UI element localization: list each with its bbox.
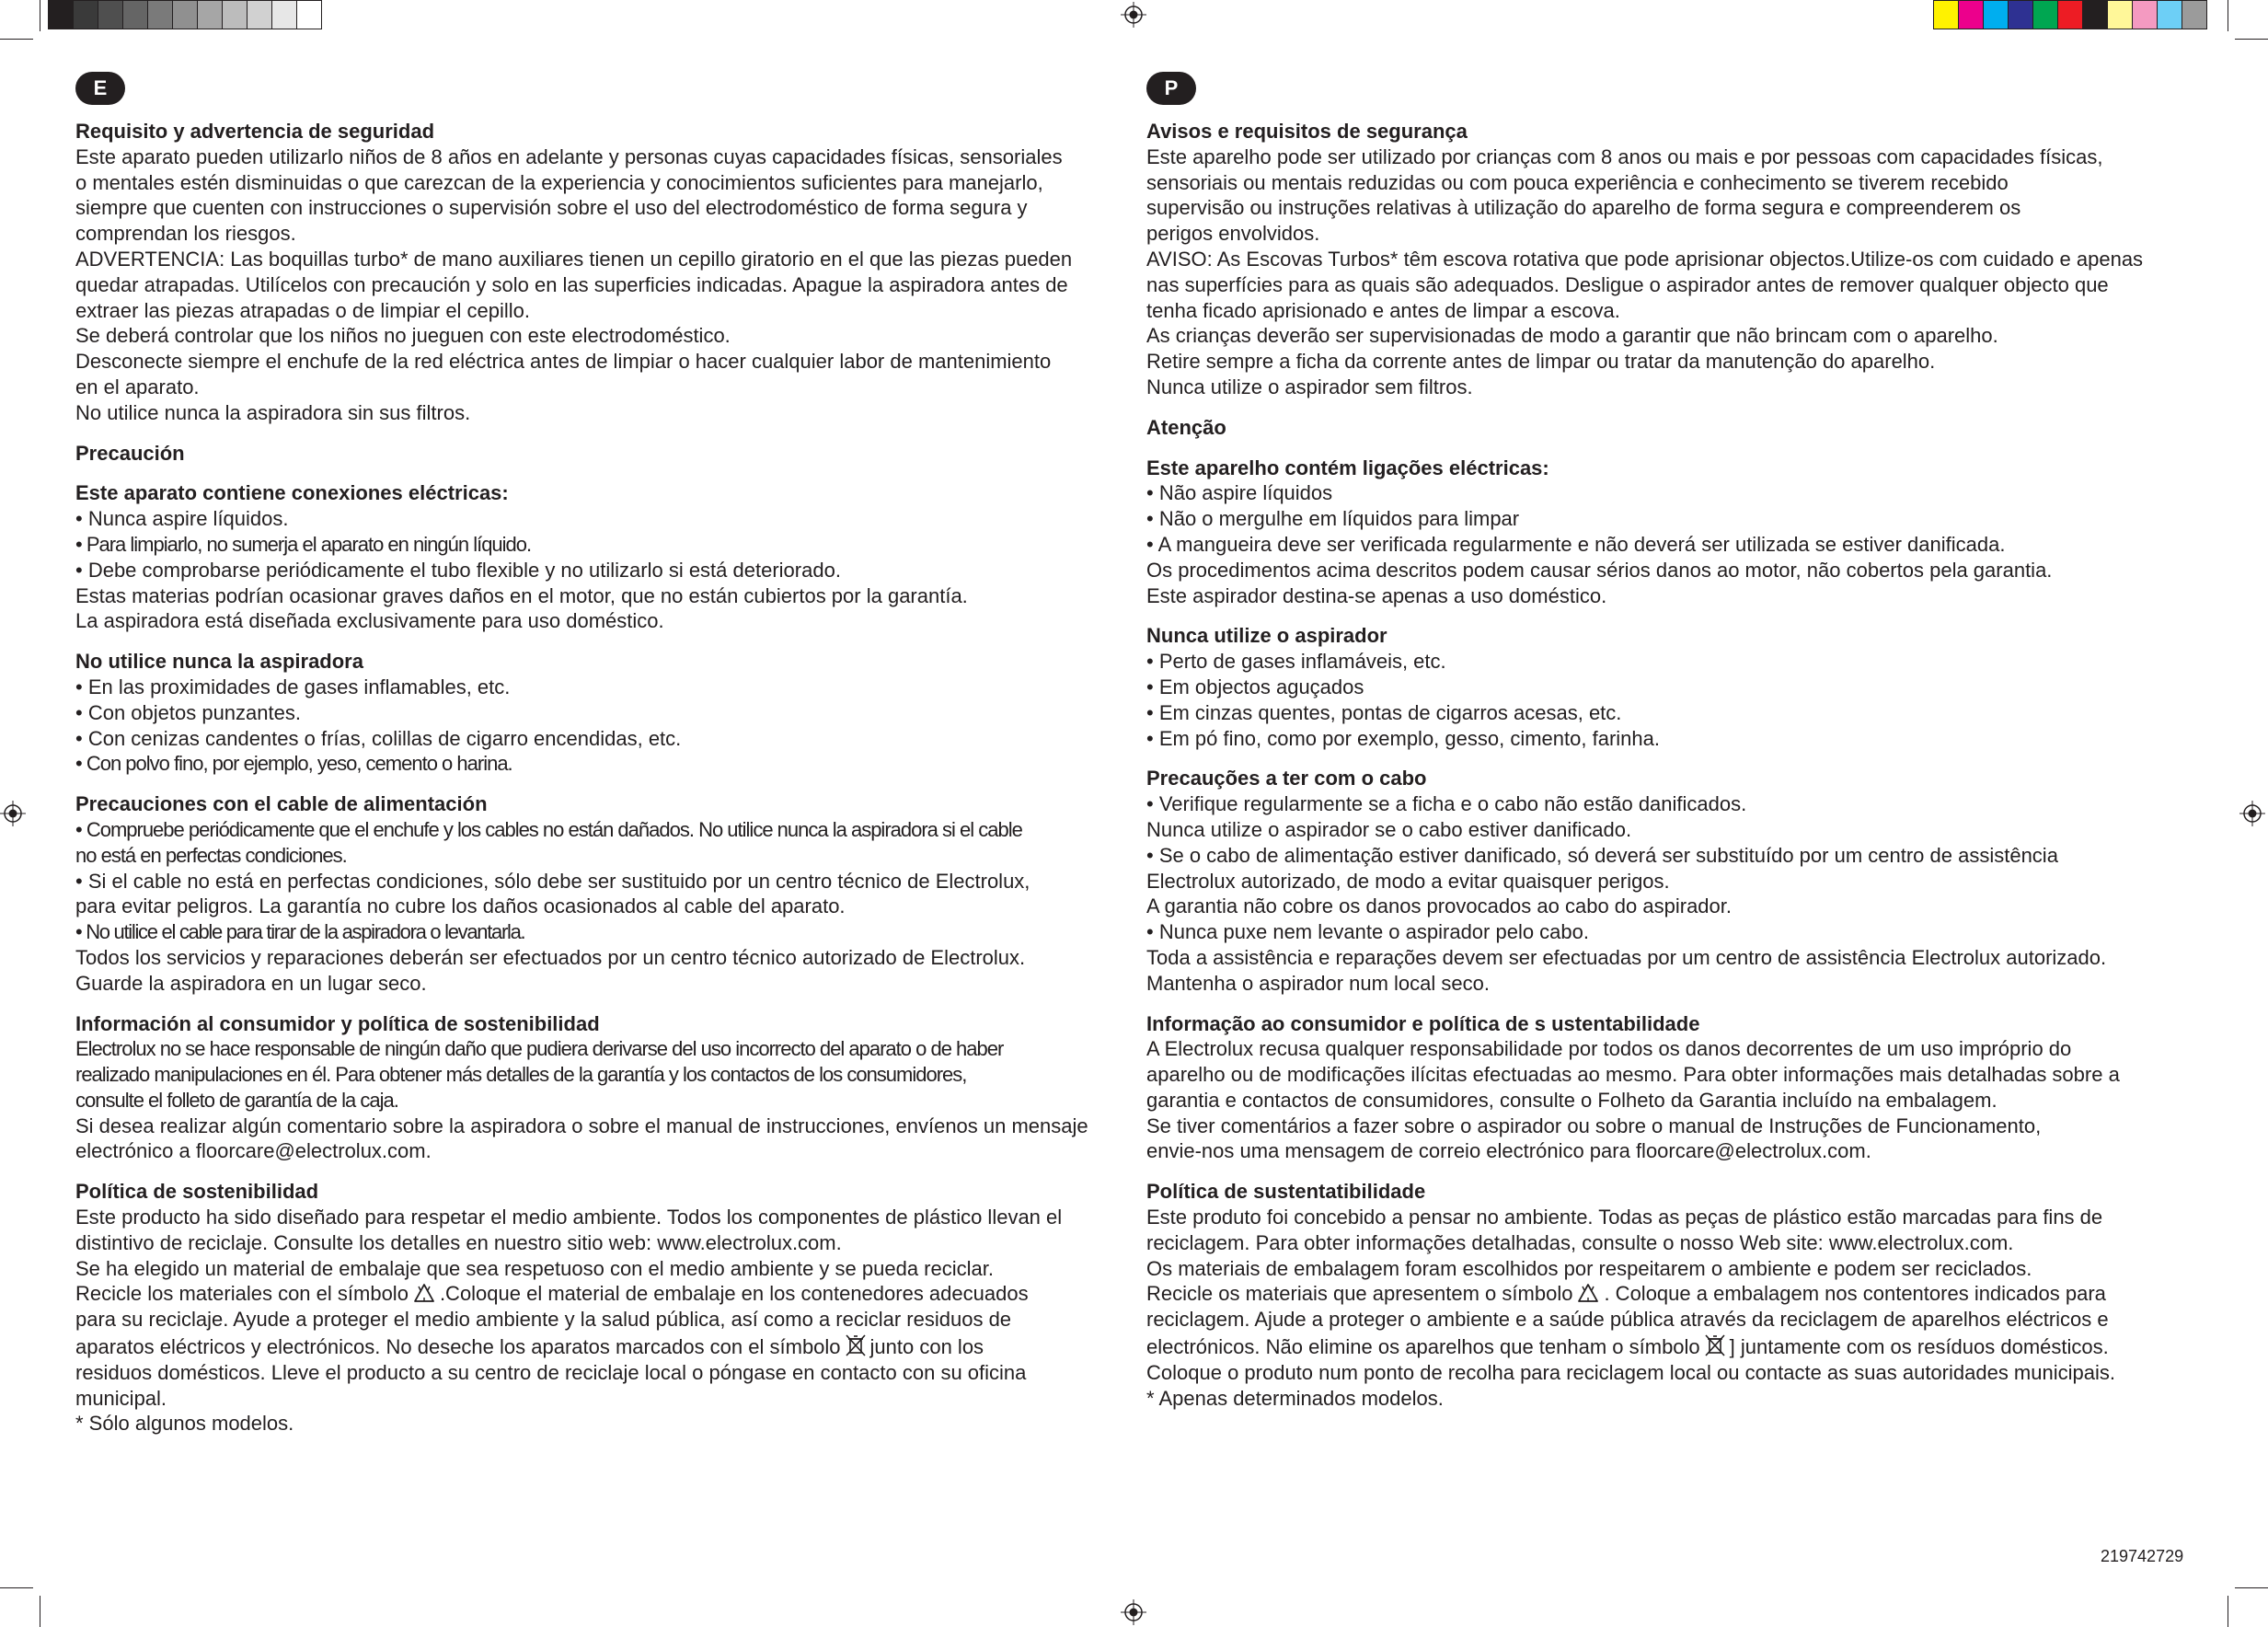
list-item: • A mangueira deve ser verificada regularmente e não deverá ser utilizada se estiver danificada. [1146,532,2006,556]
paragraph-line: A Electrolux recusa qualquer responsabilidade por todos os danos decorrentes de um uso impróprio do [1146,1037,2072,1061]
color-swatch [98,1,123,29]
list-item: • Con cenizas candentes o frías, colillas de cigarro encendidas, etc. [75,726,682,750]
color-swatch [2058,1,2083,29]
section-title: Este aparelho contém ligações eléctricas: [1146,456,1549,479]
color-calibration-bar [1933,0,2207,29]
color-swatch [2108,1,2133,29]
section-title: Este aparato contiene conexiones eléctricas: [75,481,509,505]
never-use-section [1146,623,2195,751]
list-item: • Se o cabo de alimentação estiver danificado, só deverá ser substituído por um centro de assistência [1146,843,2058,867]
color-swatch [2133,1,2158,29]
color-swatch [74,1,98,29]
paragraph-line: tenha ficado aprisionado e antes de limpar a escova. [1146,298,1620,322]
list-item: • Não o mergulhe em líquidos para limpar [1146,507,1520,531]
paragraph-line: o mentales estén disminuidas o que carezcan de la experiencia y conocimientos suficientes para manejarlo, [75,170,1043,194]
color-swatch [248,1,272,29]
crossed-out-bin-icon [1704,1333,1726,1358]
sustainability-section [1146,1179,2195,1411]
paragraph-line: Estas materias podrían ocasionar graves daños en el motor, que no están cubiertos por la garantía. [75,583,968,607]
crop-mark [0,39,33,40]
list-item: • Perto de gases inflamáveis, etc. [1146,650,1446,674]
color-swatch [297,1,321,29]
safety-section [75,119,1124,426]
paragraph-line: distintivo de reciclaje. Consulte los detalles en nuestro sitio web: www.electrolux.com. [75,1230,842,1254]
color-swatch [49,1,74,29]
paragraph-line: para evitar peligros. La garantía no cubre los daños ocasionados al cable del aparato. [75,894,846,918]
paragraph-line: garantia e contactos de consumidores, consulte o Folheto da Garantia incluído na embalagem. [1146,1088,1997,1112]
paragraph-line: nas superfícies para as quais são adequados. Desligue o aspirador antes de remover qualquer objecto que [1146,272,2109,296]
paragraph-line: en el aparato. [75,375,200,398]
paragraph-line: Nunca utilize o aspirador se o cabo estiver danificado. [1146,817,1632,841]
paragraph-line: No utilice nunca la aspiradora sin sus filtros. [75,400,471,424]
paragraph-line: sensoriais ou mentais reduzidas ou com pouca experiência e conhecimento se tiverem recebido [1146,170,2009,194]
language-badge: E [75,72,125,105]
color-swatch [2182,1,2206,29]
paragraph-line: Os materiais de embalagem foram escolhidos por respeitarem o ambiente e podem ser reciclados. [1146,1256,2032,1280]
paragraph-line: residuos domésticos. Lleve el producto a su centro de reciclaje local o póngase en contacto con su oficina [75,1360,1027,1384]
paragraph-line: quedar atrapadas. Utilícelos con precaución y solo en las superficies indicadas. Apague la aspiradora antes de [75,272,1068,296]
registration-mark-icon [1121,2,1146,28]
list-item: • No utilice el cable para tirar de la aspiradora o levantarla. [75,920,525,944]
text-fragment: aparatos eléctricos y electrónicos. No deseche los aparatos marcados con el símbolo [75,1335,841,1359]
never-use-section [75,649,1124,777]
list-item: • Si el cable no está en perfectas condiciones, sólo debe ser sustituido por un centro técnico de Electrolux, [75,869,1030,893]
color-swatch [123,1,148,29]
paragraph-line: Coloque o produto num ponto de recolha para reciclagem local ou contacte as suas autoridades municipais. [1146,1360,2115,1384]
paragraph-line: consulte el folleto de garantía de la caja. [75,1088,398,1112]
section-title: Política de sostenibilidad [75,1180,319,1204]
paragraph-line: electrónico a floorcare@electrolux.com. [75,1139,432,1163]
paragraph-line: municipal. [75,1386,167,1410]
paragraph-line: As crianças deverão ser supervisionadas de modo a garantir que não brincam com o aparelho. [1146,324,1998,348]
color-swatch [1984,1,2009,29]
paragraph-line: Retire sempre a ficha da corrente antes de limpar ou tratar da manutenção do aparelho. [1146,350,1936,374]
paragraph-line: ADVERTENCIA: Las boquillas turbo* de mano auxiliares tienen un cepillo giratorio en el que las piezas pueden [75,247,1073,271]
paragraph-line: Electrolux no se hace responsable de ningún daño que pudiera derivarse del uso incorrecto del aparato o de haber [75,1037,1004,1061]
color-swatch [173,1,198,29]
paragraph-line: Desconecte siempre el enchufe de la red eléctrica antes de limpiar o hacer cualquier labor de mantenimiento [75,350,1052,374]
paragraph-line: siempre que cuenten con instrucciones o supervisión sobre el uso del electrodoméstico de forma segura y [75,196,1028,220]
paragraph-line [75,1281,1124,1307]
electrical-section [1146,456,2195,609]
footnote: * Sólo algunos modelos. [75,1412,294,1436]
color-swatch [2083,1,2108,29]
paragraph-line [1146,1333,2195,1360]
list-item: • Con objetos punzantes. [75,700,301,724]
section-title: Avisos e requisitos de segurança [1146,120,1468,143]
paragraph-line: La aspiradora está diseñada exclusivamente para uso doméstico. [75,609,664,633]
list-item: • Em objectos aguçados [1146,675,1364,698]
crop-mark [2235,39,2268,40]
paragraph-line: Este aparato pueden utilizarlo niños de 8 años en adelante y personas cuyas capacidades físicas, sensoriales [75,144,1063,168]
text-fragment: junto con los [869,1335,984,1359]
portuguese-column [1146,72,2195,1411]
color-swatch [148,1,173,29]
color-swatch [1934,1,1959,29]
paragraph-line: no está en perfectas condiciones. [75,843,347,867]
text-fragment: Recicle os materiais que apresentem o símbolo [1146,1282,1573,1306]
paragraph-line: extraer las piezas atrapadas o de limpiar el cepillo. [75,298,531,322]
list-item: • Nunca puxe nem levante o aspirador pelo cabo. [1146,920,1590,944]
text-fragment: .Coloque el material de embalaje en los contenedores adecuados [439,1282,1029,1306]
paragraph-line: AVISO: As Escovas Turbos* têm escova rotativa que pode aprisionar objectos.Utilize-os com cuidado e apenas [1146,247,2144,271]
list-item: • Verifique regularmente se a ficha e o cabo não estão danificados. [1146,792,1747,816]
section-title: Requisito y advertencia de seguridad [75,120,435,143]
sustainability-section [75,1179,1124,1437]
color-swatch [2158,1,2182,29]
consumer-info-section [75,1011,1124,1165]
paragraph-line: Este aspirador destina-se apenas a uso doméstico. [1146,583,1607,607]
color-swatch [198,1,223,29]
paragraph-line: Se deberá controlar que los niños no jueguen con este electrodoméstico. [75,324,731,348]
paragraph-line: reciclagem. Ajude a proteger o ambiente e a saúde pública através da reciclagem de aparelhos eléctricos e [1146,1308,2109,1332]
recycle-icon [1576,1283,1600,1305]
paragraph-line: Nunca utilize o aspirador sem filtros. [1146,375,1473,398]
paragraph-line: reciclagem. Para obter informações detalhadas, consulte o nosso Web site: www.electrolux.com. [1146,1230,2014,1254]
footnote: * Apenas determinados modelos. [1146,1386,1444,1410]
paragraph-line: Toda a assistência e reparações devem ser efectuadas por um centro de assistência Electrolux autorizado. [1146,945,2107,969]
paragraph-line: aparelho ou de modificações ilícitas efectuadas ao mesmo. Para obter informações mais detalhadas sobre a [1146,1063,2120,1087]
section-title: Información al consumidor y política de sostenibilidad [75,1011,600,1035]
paragraph-line: Se ha elegido un material de embalaje que sea respetuoso con el medio ambiente y se pueda reciclar. [75,1256,994,1280]
section-title: Informação ao consumidor e política de s ustentabilidade [1146,1011,1700,1035]
crop-mark [0,1587,33,1588]
section-title: Política de sustentatibilidade [1146,1180,1426,1204]
recycle-icon [412,1283,436,1305]
paragraph-line: Electrolux autorizado, de modo a evitar quaisquer perigos. [1146,869,1670,893]
color-swatch [2009,1,2033,29]
crossed-out-bin-icon [845,1333,867,1358]
caution-title: Atenção [1146,415,1226,439]
registration-mark-icon [0,801,26,826]
section-title: Precauções a ter com o cabo [1146,767,1427,790]
crop-mark [2235,1587,2268,1588]
color-swatch [223,1,248,29]
section-title: Precauciones con el cable de alimentación [75,792,488,816]
grey-scale-bar [48,0,322,29]
paragraph-line: Guarde la aspiradora en un lugar seco. [75,971,427,995]
list-item: • Para limpiarlo, no sumerja el aparato en ningún líquido. [75,532,532,556]
list-item: • Con polvo fino, por ejemplo, yeso, cemento o harina. [75,752,512,776]
paragraph-line [1146,1281,2195,1307]
list-item: • Nunca aspire líquidos. [75,507,289,531]
paragraph-line: envie-nos uma mensagem de correio electrónico para floorcare@electrolux.com. [1146,1139,1871,1163]
electrical-section [75,480,1124,634]
paragraph-line: Este produto foi concebido a pensar no ambiente. Todas as peças de plástico estão marcadas para fins de [1146,1206,2103,1229]
list-item: • Compruebe periódicamente que el enchufe y los cables no están dañados. No utilice nunca la aspiradora si el cable [75,817,1022,841]
section-title: No utilice nunca la aspiradora [75,650,363,674]
registration-mark-icon [1121,1599,1146,1625]
language-badge: P [1146,72,1196,105]
color-swatch [272,1,297,29]
consumer-info-section [1146,1011,2195,1165]
text-fragment: electrónicos. Não elimine os aparelhos que tenham o símbolo [1146,1335,1700,1359]
paragraph-line: supervisão ou instruções relativas à utilização do aparelho de forma segura e compreenderem os [1146,196,2021,220]
spanish-column [75,72,1124,1437]
registration-mark-icon [2239,801,2265,826]
text-fragment: Recicle los materiales con el símbolo [75,1282,409,1306]
caution-title: Precaución [75,441,185,465]
paragraph-line: realizado manipulaciones en él. Para obtener más detalles de la garantía y los contactos de los consumidores, [75,1063,967,1087]
safety-section [1146,119,2195,400]
list-item: • Não aspire líquidos [1146,481,1333,505]
paragraph-line: Este producto ha sido diseñado para respetar el medio ambiente. Todos los componentes de plástico llevan el [75,1206,1063,1229]
document-code: 219742729 [2101,1547,2184,1565]
color-swatch [2033,1,2058,29]
cable-section [1146,766,2195,996]
list-item: • Debe comprobarse periódicamente el tubo flexible y no utilizarlo si está deteriorado. [75,558,841,582]
paragraph-line: Este aparelho pode ser utilizado por crianças com 8 anos ou mais e por pessoas com capacidades físicas, [1146,144,2103,168]
paragraph-line: para su reciclaje. Ayude a proteger el medio ambiente y la salud pública, así como a reciclar residuos de [75,1308,1012,1332]
text-fragment: ] juntamente com os resíduos domésticos. [1729,1335,2109,1359]
paragraph-line: Mantenha o aspirador num local seco. [1146,971,1490,995]
list-item: • En las proximidades de gases inflamables, etc. [75,675,511,698]
paragraph-line: Se tiver comentários a fazer sobre o aspirador ou sobre o manual de Instruções de Funcionamento, [1146,1114,2042,1137]
paragraph-line: Si desea realizar algún comentario sobre la aspiradora o sobre el manual de instrucciones, envíenos un mensaje [75,1114,1088,1137]
paragraph-line: Os procedimentos acima descritos podem causar sérios danos ao motor, não cobertos pela garantia. [1146,558,2053,582]
cable-section [75,791,1124,996]
text-fragment: . Coloque a embalagem nos contentores indicados para [1604,1282,2106,1306]
paragraph-line: Todos los servicios y reparaciones deberán ser efectuados por un centro técnico autorizado de Electrolux. [75,945,1026,969]
list-item: • Em pó fino, como por exemplo, gesso, cimento, farinha. [1146,726,1660,750]
section-title: Nunca utilize o aspirador [1146,624,1387,648]
paragraph-line: A garantia não cobre os danos provocados ao cabo do aspirador. [1146,894,1733,918]
paragraph-line: comprendan los riesgos. [75,222,296,246]
color-swatch [1959,1,1984,29]
paragraph-line: perigos envolvidos. [1146,222,1320,246]
paragraph-line [75,1333,1124,1360]
list-item: • Em cinzas quentes, pontas de cigarros acesas, etc. [1146,700,1622,724]
